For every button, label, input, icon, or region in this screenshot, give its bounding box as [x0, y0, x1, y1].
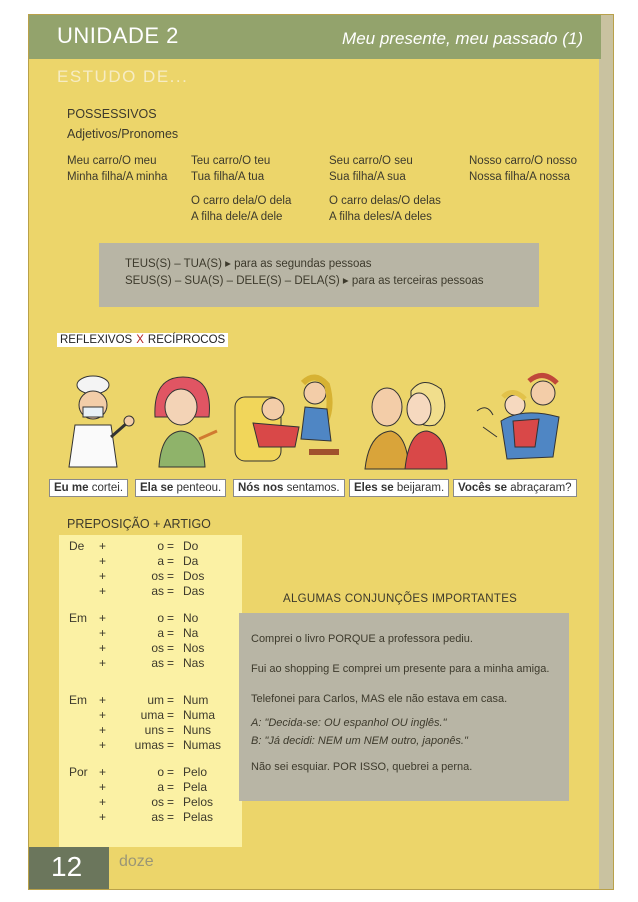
unit-title: UNIDADE 2: [57, 23, 179, 48]
contracao: Da: [183, 554, 199, 568]
preposicao-row: [59, 723, 242, 738]
reflexivos-text: REFLEXIVOS: [60, 334, 133, 346]
preposicao-row: [59, 626, 242, 641]
poss-item: Sua filha/A sua: [329, 171, 406, 183]
caption-verb: penteou.: [173, 482, 222, 494]
preposicao-word: Em: [69, 693, 87, 707]
plus-sign: +: [99, 810, 107, 824]
plus-sign: +: [99, 656, 107, 670]
plus-sign: +: [99, 584, 107, 598]
caption-verb: cortei.: [88, 482, 124, 494]
conjuncao-line: Telefonei para Carlos, MAS ele não estava em casa.: [251, 693, 508, 705]
people-sitting-illustration: [229, 367, 353, 477]
poss-item: Seu carro/O seu: [329, 155, 413, 167]
section-estudo: ESTUDO DE...: [57, 67, 189, 86]
preposicao-row: [59, 693, 242, 708]
equals-sign: =: [167, 738, 175, 752]
equals-sign: =: [167, 539, 175, 553]
possessivos-title: POSSESSIVOS: [67, 107, 157, 121]
caption-pronoun: Vocês se: [458, 482, 508, 494]
preposicao-row: [59, 708, 242, 723]
conjuncao-line: B: "Já decidi: NEM um NEM outro, japonês.": [251, 735, 468, 747]
equals-sign: =: [167, 656, 175, 670]
preposicao-row: [59, 569, 242, 584]
equals-sign: =: [167, 554, 175, 568]
artigo: os: [151, 641, 164, 655]
preposicao-row: [59, 584, 242, 599]
preposicao-word: Por: [69, 765, 88, 779]
caption-nos-nos-sentamos: [233, 479, 345, 497]
contracao: Numas: [183, 738, 222, 752]
artigo: o: [157, 611, 164, 625]
plus-sign: +: [99, 795, 107, 809]
equals-sign: =: [167, 708, 175, 722]
poss-item: A filha dele/A dele: [191, 211, 283, 223]
caption-pronoun: Nós nos: [238, 482, 284, 494]
conjuncao-line: Não sei esquiar. POR ISSO, quebrei a perna.: [251, 761, 473, 773]
page-number-box: [29, 847, 109, 890]
artigo: a: [157, 780, 164, 794]
pessoas-line-2: SEUS(S) – SUA(S) – DELE(S) – DELA(S) ▸ para as terceiras pessoas: [125, 275, 484, 287]
conjuncoes-title: ALGUMAS CONJUNÇÕES IMPORTANTES: [283, 593, 518, 605]
plus-sign: +: [99, 554, 107, 568]
poss-item: O carro delas/O delas: [329, 195, 441, 207]
preposicao-row: [59, 554, 242, 569]
artigo: uns: [144, 723, 164, 737]
artigo: os: [151, 569, 164, 583]
artigo: o: [157, 539, 164, 553]
plus-sign: +: [99, 626, 107, 640]
plus-sign: +: [99, 765, 107, 779]
page-number: 12: [51, 851, 83, 882]
contracao: Numa: [183, 708, 216, 722]
artigo: as: [151, 656, 164, 670]
conjuncao-line: Comprei o livro PORQUE a professora pediu.: [251, 633, 473, 645]
versus-x: X: [136, 334, 144, 346]
plus-sign: +: [99, 723, 107, 737]
caption-eu-me-cortei: [49, 479, 128, 497]
artigo: a: [157, 554, 164, 568]
poss-item: O carro dela/O dela: [191, 195, 292, 207]
page-number-word: doze: [119, 853, 154, 870]
plus-sign: +: [99, 708, 107, 722]
contracao: Num: [183, 693, 209, 707]
preposicao-word: De: [69, 539, 85, 553]
contracao: Pelas: [183, 810, 214, 824]
poss-item: Meu carro/O meu: [67, 155, 157, 167]
contracao: Dos: [183, 569, 205, 583]
preposicao-row: [59, 539, 242, 554]
equals-sign: =: [167, 611, 175, 625]
possessivos-subtitle: Adjetivos/Pronomes: [67, 127, 179, 141]
textbook-page: [28, 14, 614, 890]
contracao: Nos: [183, 641, 205, 655]
caption-verb: sentamos.: [283, 482, 340, 494]
unit-header: [29, 15, 601, 59]
conjuncoes-box: [239, 613, 569, 801]
caption-verb: abraçaram?: [507, 482, 572, 494]
preposicao-row: [59, 641, 242, 656]
possessivos-col-4: [469, 153, 577, 185]
contracao: Do: [183, 539, 199, 553]
preposicao-row: [59, 765, 242, 780]
plus-sign: +: [99, 641, 107, 655]
poss-item: Teu carro/O teu: [191, 155, 271, 167]
artigo: os: [151, 795, 164, 809]
caption-ela-se-penteou: [135, 479, 226, 497]
artigo: um: [147, 693, 164, 707]
conjuncao-line: A: "Decida-se: OU espanhol OU inglês.": [251, 717, 447, 729]
equals-sign: =: [167, 810, 175, 824]
contracao: Das: [183, 584, 205, 598]
contracao: Nas: [183, 656, 205, 670]
artigo: as: [151, 584, 164, 598]
artigo: o: [157, 765, 164, 779]
preposicao-row: [59, 780, 242, 795]
conjuncao-line: Fui ao shopping E comprei um presente para a minha amiga.: [251, 663, 550, 675]
artigo: umas: [134, 738, 164, 752]
equals-sign: =: [167, 569, 175, 583]
preposicao-row: [59, 795, 242, 810]
artigo: uma: [140, 708, 164, 722]
pessoas-line-1: TEUS(S) – TUA(S) ▸ para as segundas pessoas: [125, 258, 372, 270]
plus-sign: +: [99, 780, 107, 794]
caption-pronoun: Eles se: [354, 482, 394, 494]
caption-verb: beijaram.: [393, 482, 445, 494]
reciprocos-text: RECÍPROCOS: [147, 334, 226, 346]
preposicao-row: [59, 738, 242, 753]
possessivos-col-3: [329, 153, 441, 225]
poss-item: Nosso carro/O nosso: [469, 155, 578, 167]
caption-eles-se-beijaram: [349, 479, 449, 497]
artigo: as: [151, 810, 164, 824]
page-edge-strip: [599, 15, 613, 889]
contracao: Pela: [183, 780, 208, 794]
plus-sign: +: [99, 611, 107, 625]
equals-sign: =: [167, 584, 175, 598]
plus-sign: +: [99, 569, 107, 583]
possessivos-col-2: [191, 153, 291, 225]
doctor-shaving-illustration: [55, 367, 135, 477]
equals-sign: =: [167, 641, 175, 655]
preposicao-row: [59, 810, 242, 825]
equals-sign: =: [167, 795, 175, 809]
equals-sign: =: [167, 626, 175, 640]
plus-sign: +: [99, 539, 107, 553]
poss-item: Minha filha/A minha: [67, 171, 168, 183]
woman-combing-illustration: [147, 367, 219, 477]
plus-sign: +: [99, 693, 107, 707]
possessivos-col-1: [67, 153, 167, 185]
preposicao-word: Em: [69, 611, 87, 625]
preposicao-table: [59, 535, 242, 847]
contracao: Na: [183, 626, 199, 640]
equals-sign: =: [167, 723, 175, 737]
pessoas-box: [99, 243, 539, 307]
reflexivos-label: [57, 333, 228, 347]
plus-sign: +: [99, 738, 107, 752]
preposicao-title: PREPOSIÇÃO + ARTIGO: [67, 517, 211, 531]
artigo: a: [157, 626, 164, 640]
poss-item: Tua filha/A tua: [191, 171, 265, 183]
poss-item: Nossa filha/A nossa: [469, 171, 571, 183]
preposicao-row: [59, 656, 242, 671]
contracao: Nuns: [183, 723, 212, 737]
equals-sign: =: [167, 765, 175, 779]
unit-subtitle: Meu presente, meu passado (1): [342, 29, 583, 48]
equals-sign: =: [167, 780, 175, 794]
equals-sign: =: [167, 693, 175, 707]
caption-pronoun: Eu me: [54, 482, 89, 494]
contracao: Pelo: [183, 765, 208, 779]
contracao: No: [183, 611, 199, 625]
poss-item: A filha deles/A deles: [329, 211, 432, 223]
preposicao-row: [59, 611, 242, 626]
couple-hugging-illustration: [473, 367, 573, 477]
caption-pronoun: Ela se: [140, 482, 174, 494]
couple-kissing-illustration: [361, 367, 453, 477]
contracao: Pelos: [183, 795, 214, 809]
caption-voces-se-abracaram: [453, 479, 577, 497]
